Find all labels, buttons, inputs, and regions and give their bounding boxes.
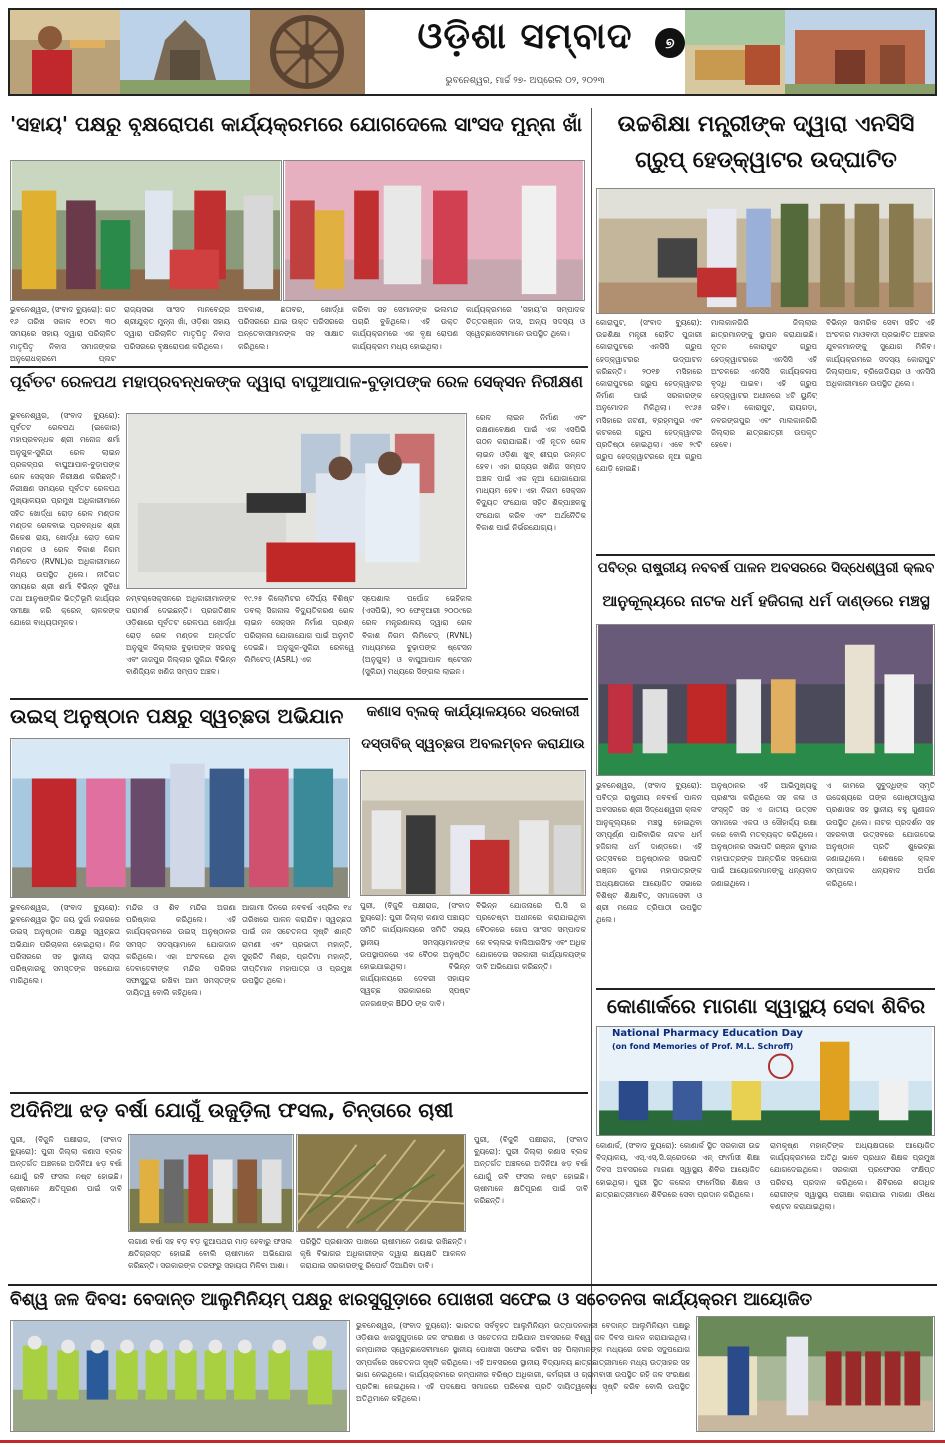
drama-headline-line2: ଆନୁକୂଲ୍ୟରେ ନାଟକ ଧର୍ମ ହଜିଗଲା ଧର୍ମ ଦାଣ୍ଡରେ ମଞ୍ଚସ୍ଥ [602, 592, 930, 610]
section-divider [596, 554, 935, 556]
water-day-photo-2 [696, 1316, 935, 1432]
ncc-col-3: ବିଭିନ୍ନ ସାମରିକ ସେବା ସହିତ ଏହି ଅଂଚଳର ମାଓବାଦୀ ପ୍ରଭାବିତ ଅଞ୍ଚଳର ଯୁବକମାନଙ୍କୁ ସୁଯୋଗ ମିଳିବ। କାର୍ଯ୍ୟକ୍ରମରେ ସଦସ୍ୟ କୋରାପୁଟ ଜିଲ୍ଲାପାଳ, ବ୍ରିଗେଡିୟର ଓ ଏନସିସି ଅଧିକାରୀମାନେ ଉପସ୍ଥିତ ଥିଲେ। [826, 318, 935, 389]
crop-headline: ଅଦିନିଆ ଝଡ଼ ବର୍ଷା ଯୋଗୁଁ ଉଜୁଡ଼ିଲା ଫସଲ, ଚିନ୍ତାରେ ଚାଷୀ [10, 1098, 454, 1122]
kansas-headline-line1: କଣାସ ବ୍ଲକ୍ କାର୍ଯ୍ୟାଳୟରେ ସରକାରୀ [366, 704, 580, 720]
railway-col-2: ନମ୍ବର୍‌ସେକ୍ସନରେ ଅଧିକାରୀମାନଙ୍କ ପରାମର୍ଶ ଦେଇଛନ୍ତି। ପ୍ରଗତିଶୀଳ ଓଡ଼ିଶାରେ ପୂର୍ବତଟ ରେଳପଥ ଖୋର୍ଦ୍ଧା ରୋଡ଼ ରେଳ ମଣ୍ଡଳ ଅନ୍ତର୍ଗତ ଅନୁଗୁଳ ଜିଲ୍ଲାର ବୁଢ଼ାପଙ୍କ ସହରକୁ ଏବଂ ଜାଜପୁର ଜିଲ୍ଲାର ସୁକିନ୍ଦା ବିଭିନ୍ନ ବାଣିଜ୍ୟିକ ଖଣିଜ ସମ୍ପଦ ଅଞ୍ଚଳ। [126, 594, 236, 677]
masthead [8, 8, 937, 96]
drama-col-3: ଏ କାମରେ ସୁବୁଦ୍ଧିଙ୍କ ସ୍ମୃତି ଉଦ୍ଦେଶ୍ୟରେ ତାଙ୍କ ଗୋଷ୍ଠୀଦ୍ୱାରା ପ୍ରଶାସକ ସହ ସ୍ଥାନୀୟ ବହୁ ଗୁଣୀଜନ ଉପସ୍ଥିତ ଥିଲେ। ନାଟକ ପ୍ରଦର୍ଶନ ସହ ସହରବାସୀ ଉତ୍ସବରେ ଯୋଗଦେଇ ଅନୁଷ୍ଠାନ ପ୍ରତି ଶୁଭେଚ୍ଛା ଜଣାଇଥିଲେ। ଶେଷରେ କ୍ଲବ ସମ୍ପାଦକ ଧନ୍ୟବାଦ ଅର୍ପଣ କରିଥିଲେ। [826, 781, 935, 888]
konark-col-2: ରାମକୃଷ୍ଣ ମହାନ୍ତିଙ୍କ ଅଧ୍ୟକ୍ଷତାରେ ଆୟୋଜିତ କାର୍ଯ୍ୟକ୍ରମରେ ଅତିଥି ଭାବେ ପ୍ରଧାନ ଶିକ୍ଷକ ପ୍ରମୁଖ ଯୋଗଦେଇଥିଲେ। ସରକାରୀ ପ୍ରଫେସର ସଂକ୍ଷିପ୍ତ ପରିଚୟ ପ୍ରଦାନ କରିଥିଲେ। ଶିବିରରେ ଶତାଧିକ ରୋଗୀଙ୍କ ସ୍ୱାସ୍ଥ୍ୟ ପରୀକ୍ଷା କରାଯାଇ ମାଗଣା ଔଷଧ ବଣ୍ଟନ କରାଯାଇଥିଲା। [770, 1141, 935, 1212]
railway-col-3: ୧୯.୨୫ କିଲୋମିଟର ଦୈର୍ଘ୍ୟ ବିଶିଷ୍ଟ ଡବଲ୍ ସିଗନାଲ ବିଦ୍ୟୁତିକରଣ ରେଳ ଲାଇନ ସେକ୍ସନ ନିର୍ମାଣ ପ୍ରଶ୍ନ ପରିଚାଳନା ଯୋଗାଯୋଗ ପାଇଁ ଅନୁମତି ଦେଇଛି। ଅନୁଗୁଳ-ସୁକିନ୍ଦା ରେଳୱେ ଲିମିଟେଡ୍ (ASRL) ଏକ [244, 594, 354, 665]
cleanliness-headline: ଉଇସ୍ ଅନୁଷ୍ଠାନ ପକ୍ଷରୁ ସ୍ୱଚ୍ଛତା ଅଭିଯାନ [10, 704, 344, 728]
plantation-photo-2 [283, 160, 585, 301]
column-divider [591, 108, 592, 1394]
water-day-photo-1 [10, 1320, 350, 1432]
water-day-headline: ବିଶ୍ୱ ଜଳ ଦିବସ: ବେଦାନ୍ତ ଆଲୁମିନିୟମ୍ ପକ୍ଷରୁ ଝାରସୁଗୁଡ଼ାରେ ପୋଖରୀ ସଫେଇ ଓ ସଚେତନତା କାର୍ଯ୍ୟକ୍ରମ ଆୟୋଜିତ [10, 1290, 813, 1310]
konark-banner-line1: National Pharmacy Education Day [612, 1028, 803, 1039]
water-day-body: ଭୁବନେଶ୍ୱର, (ସଂବାଦ ବ୍ୟୁରୋ): ଭାରତର ସର୍ବବୃହତ ଆଲୁମିନିୟମ ଉତ୍ପାଦନକାରୀ ବେଦାନ୍ତ ଆଲୁମିନିୟମ ପକ୍ଷରୁ ଓଡ଼ିଶାର ଝାରସୁଗୁଡ଼ାରେ ଜଳ ସଂରକ୍ଷଣ ଓ ସଚେତନତା ଅଭିଯାନ ଅବସରରେ ବିଶ୍ୱ ଜଳ ଦିବସ ପାଳନ କରାଯାଇଥିଲା। କମ୍ପାନୀର ସ୍ୱେଚ୍ଛାସେବୀମାନେ ସ୍ଥାନୀୟ ପୋଖରୀ ସଫେଇ କରିବା ସହ ପିଲାମାନଙ୍କ ମଧ୍ୟରେ ଜଳର ସଦୁପଯୋଗ ସମ୍ପର୍କରେ ସଚେତନତା ସୃଷ୍ଟି କରିଥିଲେ। ଏହି ଅବସରରେ ସ୍ଥାନୀୟ ବିଦ୍ୟାଳୟ ଛାତ୍ରଛାତ୍ରୀମାନେ ମଧ୍ୟ ଉତ୍ସାହର ସହ ଭାଗ ନେଇଥିଲେ। କାର୍ଯ୍ୟକ୍ରମରେ କମ୍ପାନୀର ବରିଷ୍ଠ ଅଧିକାରୀ, କର୍ମଚାରୀ ଓ ଗ୍ରାମବାସୀ ଉପସ୍ଥିତ ରହି ଜଳ ସଂରକ୍ଷଣ ପ୍ରତିଜ୍ଞା ନେଇଥିଲେ। ଏହି ପଦକ୍ଷେପ ସମାଜରେ ପରିବେଶ ପ୍ରତି ଦାୟିତ୍ୱବୋଧ ସୃଷ୍ଟି କରିବ ବୋଲି ଉପସ୍ଥିତ ଅତିଥିମାନେ କହିଥିଲେ। [356, 1321, 690, 1404]
newspaper-title: ଓଡ଼ିଶା ସମ୍ବାଦ [417, 16, 633, 57]
ncc-col-1: କୋରାପୁଟ, (ସଂବାଦ ବ୍ୟୁରୋ): ଉଚ୍ଚଶିକ୍ଷା ମନ୍ତ୍ରୀ ରୋହିତ ପୁଜାରୀ କୋରାପୁଟରେ ଏନସିସି ଗ୍ରୁପ ହେଡ୍‌କ୍ୱାଟରର ଉଦ୍‌ଘାଟନ କରିଛନ୍ତି। ୨୦୧୭ ମସିହାରେ କୋରାପୁଟରେ ଗ୍ରୁପ ହେଡ୍‌କ୍ୱାଟର ନିର୍ମାଣ ପାଇଁ ସରକାରଙ୍କ ଅନୁମୋଦନ ମିଳିଥିଲା। ୧୯୬୫ ମସିହାରେ ଜଟଣୀ, ବ୍ରହ୍ମପୁର ଏବଂ କଟକରେ ଗ୍ରୁପ ହେଡ୍‌କ୍ୱାଟର ପ୍ରତିଷ୍ଠା ହୋଇଥିଲା। ଏବେ ୨୯ଟି ଗ୍ରୁପ ହେଡ୍‌କ୍ୱାଟରରେ ନୂଆ ଗ୍ରୁପ ଯୋଡ଼ି ହୋଇଛି। [596, 318, 702, 474]
railway-col-4: ସ୍ପେଶାଲ ପର୍ପୋଜ ଭେହିକଲ (ଏସପିଭି), ୨୦ ଫେବୃଆରୀ ୨୦୦୯ରେ ରେଳ ମନ୍ତ୍ରଣାଳୟ ଦ୍ୱାରା ରେଳ ବିକାଶ ନିଗମ ଲିମିଟେଡ୍ (RVNL) ମାଧ୍ୟମରେ ବୁଢ଼ାପଙ୍କ ଷ୍ଟେସନ (ଅନୁଗୁଳ) ଓ ବାଘୁଆପାଳ ଷ୍ଟେସନ (ସୁକିନ୍ଦା) ମଧ୍ୟରେ ସିଙ୍ଗଲ ଲାଇନ। [362, 594, 472, 677]
ncc-photo [596, 188, 935, 314]
section-divider [10, 1092, 588, 1094]
section-divider [10, 698, 588, 700]
section-divider [8, 1284, 937, 1286]
masthead-photo-market [685, 10, 785, 94]
drama-headline-line1: ପବିତ୍ର ରାଷ୍ଟ୍ରୀୟ ନବବର୍ଷ ପାଳନ ଅବସରରେ ସିଦ୍ଧେଶ୍ୱରୀ କ୍ଲବ [597, 560, 935, 576]
konark-col-1: କୋଣାର୍କ, (ସଂବାଦ ବ୍ୟୁରୋ): କୋଣାର୍କ ସ୍ଥିତ ସରକାରୀ ଉଚ୍ଚ ବିଦ୍ୟାଳୟ, ଏସ୍.ଏସ୍.ସି.ଗ୍ରେଡରେ ଏନ୍ ଫାର୍ମାସୀ ଶିକ୍ଷା ଦିବସ ଅବସରରେ ମାଗଣା ସ୍ୱାସ୍ଥ୍ୟ ଶିବିର ଆୟୋଜିତ ହୋଇଥିଲା। ପୁରୀ ସ୍ଥିତ କଲେଜ ଫାର୍ମେସିର ଶିକ୍ଷକ ଓ ଛାତ୍ରଛାତ୍ରୀମାନେ ଶିବିରରେ ସେବା ପ୍ରଦାନ କରିଥିଲେ। [596, 1141, 760, 1199]
ncc-headline-line2: ଗ୍ରୁପ୍ ହେଡ୍‌କ୍ୱାଟର ଉଦ୍‌ଘାଟିତ [635, 148, 897, 173]
konark-banner-line2: (on fond Memories of Prof. M.L. Schroff) [612, 1042, 794, 1051]
plantation-col-5: କାର୍ଯ୍ୟକ୍ରମରେ 'ସହାୟ'ର ସମ୍ପାଦକ ଚିତ୍ତରଞ୍ଜନ ଦାସ, ଅନ୍ୟ ସଦସ୍ୟ ଓ ସ୍ୱେଚ୍ଛାସେବୀମାନେ ଉପସ୍ଥିତ ଥିଲେ। [466, 305, 585, 339]
crop-photo-1 [128, 1134, 294, 1232]
drama-photo [596, 624, 935, 776]
kansas-col-2: ବିଭିନ୍ନ ଯୋଜନାରେ ପି.ସି ର ପ୍ରଚେଷ୍ଟା ଅଧୀନରେ କରାଯାଇଥିବା ବୈଠକରେ ଗୋପ ସାଂସଦ ସମ୍ପାଦକ କେ ବଲ୍ଲଭ ବାଲିଆରସିଂହ ଏବଂ ଅଧିକ ଯୋଗଦେଇ ସରକାରୀ କାର୍ଯ୍ୟାଳୟଙ୍କ ଦାବି ଅଭିଯୋଗ କରିଛନ୍ତି। [476, 901, 586, 972]
railway-photo [126, 413, 467, 589]
crop-col-2: ଲଗାଣ ବର୍ଷା ସହ ବଡ଼ ବଡ଼ କୁଆପଥର ମାଡ଼ ହେବାରୁ ଫସଲ କ୍ଷତିଗ୍ରସ୍ତ ହୋଇଛି ବୋଲି ଚାଷୀମାନେ ଅଭିଯୋଗ କରିଛନ୍ତି। ସରକାରଙ୍କ ତରଫରୁ ସହାୟତା ମିଳିବା ଆଶା। [128, 1237, 292, 1271]
kansas-col-1: ପୁରୀ, (ବିଜୁଳି ପକ୍ଷୀରାଜ, (ସଂବାଦ ବ୍ୟୁରୋ): ପୁରୀ ଜିଲ୍ଲା କଣାସ ପଞ୍ଚାୟତ ସମିତି କାର୍ଯ୍ୟାଳୟରେ ସମିତି ସଭ୍ୟ ସ୍ଥାନୀୟ ସମସ୍ୟାମାନଙ୍କ ଉପସ୍ଥାପନରେ ଏକ ବୈଠକ ଅନୁଷ୍ଠିତ ହୋଇଯାଇଥିଲା। ବିଭିନ୍ନ କାର୍ଯ୍ୟାଳୟରେ ଦେବରୀ ସହାୟକ ସ୍ୱଚ୍ଛ ସରକାରରେ ସ୍ପଷ୍ଟ ଜନଗଣଙ୍କ BDO ଙ୍କ ଦାବି। [360, 901, 470, 1008]
plantation-col-1: ଭୁବନେଶ୍ୱର, (ସଂବାଦ ବ୍ୟୁରୋ): ଗତ ୧୬ ତାରିଖ ସକାଳ ୧୦ଟା ୩୦ ସମୟରେ ସହାୟ ଦ୍ୱାରା ପରିଚାଳିତ ମାତୃପିତୃ ନିବାସ ସମାଜଙ୍କର ଅନୁରୋଧକ୍ରମେ ପ୍ଲଟ [10, 305, 116, 363]
drama-col-2: ଅନୁଷ୍ଠାନର ଏହି ଆଭିମୁଖ୍ୟକୁ ପ୍ରଶଂସା କରିଥିଲେ ସହ କଳା ଓ ସଂସ୍କୃତି ସହ ଏ ଜାତୀୟ ଉତ୍ସବ ସମାଜରେ ଏକତା ଓ ସୌହାର୍ଦ୍ଦ୍ୟ ରକ୍ଷା କରେ ବୋଲି ମତବ୍ୟକ୍ତ କରିଥିଲେ। ଅନୁଷ୍ଠାନର ସଭାପତି ରଞ୍ଜନ କୁମାର ମହାପାତ୍ରଙ୍କ ଆନ୍ତରିକ ସହଯୋଗ ପାଇଁ ଆୟୋଜକମାନଙ୍କୁ ଧନ୍ୟବାଦ ଜଣାଇଥିଲେ। [711, 781, 817, 888]
railway-col-1: ଭୁବନେଶ୍ୱର, (ସଂବାଦ ବ୍ୟୁରୋ): ପୂର୍ବତଟ ରେଳପଥ (ଇକୋର) ମହାପ୍ରବନ୍ଧକ ଶ୍ରୀ ମନୋଜ ଶର୍ମା ଅନୁଗୁଳ-ସୁକିନ୍ଦା ରେଳ ଲାଇନ ପ୍ରକଳ୍ପର ବାଘୁଆପାଳ-ବୁଡ଼ାପଙ୍କ ରେଳ ସେକ୍ସନ ନିରୀକ୍ଷଣ କରିଛନ୍ତି। ନିରୀକ୍ଷଣ ସମୟରେ ପୂର୍ବତଟ ରେଳପଥ ମୁଖ୍ୟାଳୟର ପ୍ରମୁଖ ଅଧିକାରୀମାନେ ସହିତ ଖୋର୍ଦ୍ଧା ରୋଡ଼ ରେଳ ମଣ୍ଡଳ ମଣ୍ଡଳ ରେଳବାଇ ପ୍ରବନ୍ଧକ ଶ୍ରୀ ରିକେଶ ରାୟ, ଖୋର୍ଦ୍ଧା ରୋଡ଼ ରେଳ ମଣ୍ଡଳ ଓ ରେଳ ବିକାଶ ନିଗମ ଲିମିଟେଡ (RVNL)ର ଅଧିକାରୀମାନେ ମଧ୍ୟ ଉପସ୍ଥିତ ଥିଲେ। ନୀତିଗତ ସମୟରେ ଶ୍ରୀ ଶର୍ମା ବିଭିନ୍ନ ସୁବିଧା ତଥା ଆନୁଷଙ୍ଗିକ ଭିତ୍ତିଭୂମି କାର୍ଯ୍ୟର ସମୀକ୍ଷା କରି କ୍ରେନ୍ ଚାଳକଙ୍କ ଯୋଗେ ବାଧ୍ୟତାମୂଳକ। [10, 411, 120, 628]
cleanliness-col-1: ଭୁବନେଶ୍ୱର, (ସଂବାଦ ବ୍ୟୁରୋ): ଭୁବନେଶ୍ୱର ସ୍ଥିତ ଜୟ ଦୁର୍ଗା ନଗରରେ ଉଇସ୍ ଅନୁଷ୍ଠାନ ପକ୍ଷରୁ ସ୍ୱଚ୍ଛତା ଅଭିଯାନ ପରିଚାଳନା ହୋଇଥିଲା। ନିଜ ପରିସରରେ ସହ ସ୍ଥାନୀୟ ରାସ୍ତା ପରିଷ୍କାରକୁ ସମସ୍ତଙ୍କ ସହଯୋଗ ମାଗିଥିଲେ। [10, 903, 120, 986]
railway-headline: ପୂର୍ବତଟ ରେଳପଥ ମହାପ୍ରବନ୍ଧକଙ୍କ ଦ୍ୱାରା ବାଘୁଆପାଳ-ବୁଡ଼ାପଙ୍କ ରେଳ ସେକ୍ସନ ନିରୀକ୍ଷଣ [10, 372, 583, 391]
cleanliness-photo [10, 738, 350, 898]
konark-headline: କୋଣାର୍କରେ ମାଗଣା ସ୍ୱାସ୍ଥ୍ୟ ସେବା ଶିବିର [606, 994, 926, 1018]
ncc-headline-line1: ଉଚ୍ଚଶିକ୍ଷା ମନ୍ତ୍ରୀଙ୍କ ଦ୍ୱାରା ଏନସିସି [617, 112, 915, 137]
masthead-photo-wheel [250, 10, 365, 94]
crop-col-3: ପରିସ୍ଥିତି ପ୍ରଶାସନ ପାଖରେ ଚାଷୀମାନେ ଜଣାଇ ରଖିଛନ୍ତି। କୃଷି ବିଭାଗର ଅଧିକାରୀଙ୍କ ଦ୍ୱାରା କ୍ଷୟକ୍ଷତି ଆକଳନ କରାଯାଇ ସରକାରଙ୍କୁ ରିପୋର୍ଟ ଦିଆଯିବା ଦାବି। [300, 1237, 466, 1271]
crop-col-1: ପୁରୀ, (ବିଜୁଳି ପକ୍ଷୀରାଜ, (ସଂବାଦ ବ୍ୟୁରୋ): ପୁରୀ ଜିଲ୍ଲା କଣାସ ବ୍ଲକ ଅନ୍ତର୍ଗତ ଅଞ୍ଚଳରେ ଅଦିନିଆ ଝଡ଼ ବର୍ଷା ଯୋଗୁଁ ରବି ଫସଲ ନଷ୍ଟ ହୋଇଛି। ଚାଷୀମାନେ କ୍ଷତିପୂରଣ ପାଇଁ ଦାବି କରିଛନ୍ତି। [10, 1135, 122, 1206]
plantation-photo-1 [10, 160, 282, 301]
section-divider [10, 366, 588, 368]
masthead-photo-temple [120, 10, 250, 94]
cleanliness-col-3: ଆଗାମୀ ଦିନରେ ନବବର୍ଷ ଏପ୍ରିଲ ୧୪ ତାରିଖରେ ପାଳନ କରାଯିବ। ସ୍ୱଚ୍ଛତା ପାଇଁ ଜନ ସଚେତନତା ସୃଷ୍ଟି ଶାନ୍ତି ରାମଣୀ ଏବଂ ପ୍ରଭାତୀ ମହାନ୍ତି, ସୁକ୍ରିତି ମିଶ୍ର, ପ୍ରତିମା ମହାନ୍ତି, ଦୀପ୍ତିମାନ ମହାପାତ୍ର ଓ ପ୍ରମୁଖ ଉପସ୍ଥିତ ଥିଲେ। [242, 903, 352, 986]
plantation-col-3: ଅବକାଶ, ଛତାବର, ଖୋର୍ଦ୍ଧା ପରିସରରେ ଯାଇ ଉକ୍ତ ପରିସରରେ ଅନ୍ତେବାସୀମାନଙ୍କ ସହ ସାକ୍ଷାତ କରିଥିଲେ। [238, 305, 344, 351]
crop-col-4: ପୁରୀ, (ବିଜୁଳି ପକ୍ଷୀରାଜ, (ସଂବାଦ ବ୍ୟୁରୋ): ପୁରୀ ଜିଲ୍ଲା କଣାସ ବ୍ଲକ ଅନ୍ତର୍ଗତ ଅଞ୍ଚଳରେ ଅଦିନିଆ ଝଡ଼ ବର୍ଷା ଯୋଗୁଁ ରବି ଫସଲ ନଷ୍ଟ ହୋଇଛି। ଚାଷୀମାନେ କ୍ଷତିପୂରଣ ପାଇଁ ଦାବି କରିଛନ୍ତି। [474, 1135, 588, 1206]
kansas-photo [360, 770, 586, 896]
masthead-photo-woman [10, 10, 120, 94]
ncc-col-2: ମାଲକାନଗିରି ଜିଲ୍ଲାର ଛାତ୍ରମାନଙ୍କୁ ସ୍ଥାପନ କରାଯାଇଛି। ନୂତନ କୋରାପୁଟ ଗ୍ରୁପ ହେଡ୍‌କ୍ୱାଟରରେ ଏନସିସି ଏହି ଅଂଚଳରେ ଏନସିସି କାର୍ଯ୍ୟକଳାପ ବୃଦ୍ଧି ପାଇବ। ଏହି ଗ୍ରୁପ ହେଡ୍‌କ୍ୱାଟର ଅଧୀନରେ ୪ଟି ୟୁନିଟ୍ ରହିବ। କୋରାପୁଟ, ରାୟଗଡ଼ା, ନବରଙ୍ଗପୁର ଏବଂ ମାଲକାନଗିରି ଜିଲ୍ଲାର ଛାତ୍ରଛାତ୍ରୀ ଉପକୃତ ହେବେ। [711, 318, 817, 450]
railway-col-5: ରେଳ ଲାଇନ ନିର୍ମାଣ ଏବଂ ରକ୍ଷଣାବେକ୍ଷଣ ପାଇଁ ଏକ ଏସପିଭି ଗଠନ କରାଯାଇଛି। ଏହି ନୂତନ ରେଳ ଲାଇନ ଓଡ଼ିଶା ଖୁବ୍ ଶୀଘ୍ର ଉନ୍ନତ ହେବ। ଏହା ରାଜ୍ୟର ଖଣିଜ ସମ୍ପଦ ଅଞ୍ଚଳ ପାଇଁ ଏକ ନୂଆ ଯୋଗାଯୋଗ ମାଧ୍ୟମ ହେବ। ଏହା ନିଗମ ସେକ୍ସନ ବିଦ୍ୟୁତ ସଂଯୋଗ ସହିତ ଶିଳ୍ପାଞ୍ଚଳକୁ ସଂଯୋଗ କରିବ ଏବଂ ଅର୍ଥନୈତିକ ବିକାଶ ପାଇଁ ନିର୍ଭରଯୋଗ୍ୟ। [476, 413, 586, 532]
section-divider [596, 988, 935, 990]
cleanliness-col-2: ମନ୍ଦିର ଓ ଶିବ ମନ୍ଦିର ଅଗଣା ପରିଷ୍କାର କରିଥିଲେ। ଏହି କାର୍ଯ୍ୟକ୍ରମରେ ଉଇସ୍ ଅନୁଷ୍ଠାନର ସମସ୍ତ ସଦସ୍ୟାମାନେ ଯୋଗଦାନ କରିଥିଲେ। ଏହା ଅଂଚଳରେ ଥିବା ଦେବାଦେବୀଙ୍କ ମନ୍ଦିର ପରିସର ସଫାସୁତୁରା ରଖିବା ଆମ ସମସ୍ତଙ୍କ ଦାୟିତ୍ୱ ବୋଲି କହିଥିଲେ। [126, 903, 236, 998]
plantation-col-2: ରାଜ୍ୟସଭା ସାଂସଦ ମାନବେନ୍ଦ୍ର ଶ୍ରୀଯୁକ୍ତ ମୁନ୍ନା ଖାଁ, ଓଡ଼ିଶା ସହାୟ ଦ୍ୱାରା ପରିଚାଳିତ ମାତୃପିତୃ ନିବାସ ପରିସରରେ ବୃକ୍ଷରୋପଣ କରିଥିଲେ। [124, 305, 230, 351]
kansas-headline-line2: ଦସ୍ତାବିଜ୍ ସ୍ୱଚ୍ଛତା ଅବଲମ୍ବନ କରାଯାଉ [361, 736, 585, 752]
plantation-headline: 'ସହାୟ' ପକ୍ଷରୁ ବୃକ୍ଷରୋପଣ କାର୍ଯ୍ୟକ୍ରମରେ ଯୋଗଦେଲେ ସାଂସଦ ମୁନ୍ନା ଖାଁ [10, 112, 583, 136]
plantation-col-4: କରିବା ସହ ସେମାନଙ୍କ ଭଲମନ୍ଦ ପଚାରି ବୁଝିଥିଲେ। ଏହି ଉକ୍ତ କାର୍ଯ୍ୟକ୍ରମରେ ଏକ ବୃକ୍ଷ ରୋପଣ କାର୍ଯ୍ୟକ୍ରମ ମଧ୍ୟ ହୋଇଥିଲା। [352, 305, 458, 351]
crop-photo-2 [296, 1134, 466, 1232]
masthead-photo-ruins [785, 10, 937, 94]
drama-col-1: ଭୁବନେଶ୍ୱର, (ସଂବାଦ ବ୍ୟୁରୋ): ପବିତ୍ର ରାଷ୍ଟ୍ରୀୟ ନବବର୍ଷ ପାଳନ ଅବସରରେ ଶ୍ରୀ ସିଦ୍ଧେଶ୍ୱରୀ କ୍ଲବ ଆନୁକୂଲ୍ୟରେ ମଞ୍ଚସ୍ଥ ହୋଇଥିବା ସମ୍ପୂର୍ଣ୍ଣ ପାରିବାରିକ ନାଟକ ଧର୍ମ ହଜିଗଲା ଧର୍ମ ଦାଣ୍ଡରେ। ଏହି ଉତ୍ସବରେ ଅନୁଷ୍ଠାନର ସଭାପତି ରଞ୍ଜନ କୁମାର ମହାପାତ୍ରଙ୍କ ଅଧ୍ୟକ୍ଷତାରେ ଆୟୋଜିତ ସଭାରେ ବିଶିଷ୍ଟ ଶିକ୍ଷାବିତ୍, ସମାଜସେବୀ ଓ ଶ୍ରୀ ମନୋଜ ତ୍ରିପାଠୀ ଉପସ୍ଥିତ ଥିଲେ। [596, 781, 702, 925]
page-number-badge: ୭ [655, 28, 685, 58]
page-bottom-rule [0, 1440, 945, 1443]
issue-date: ଭୁବନେଶ୍ୱର, ମାର୍ଚ୍ଚ ୨୭- ଅପ୍ରେଲ ୦୨, ୨୦୨୩ [445, 76, 605, 86]
